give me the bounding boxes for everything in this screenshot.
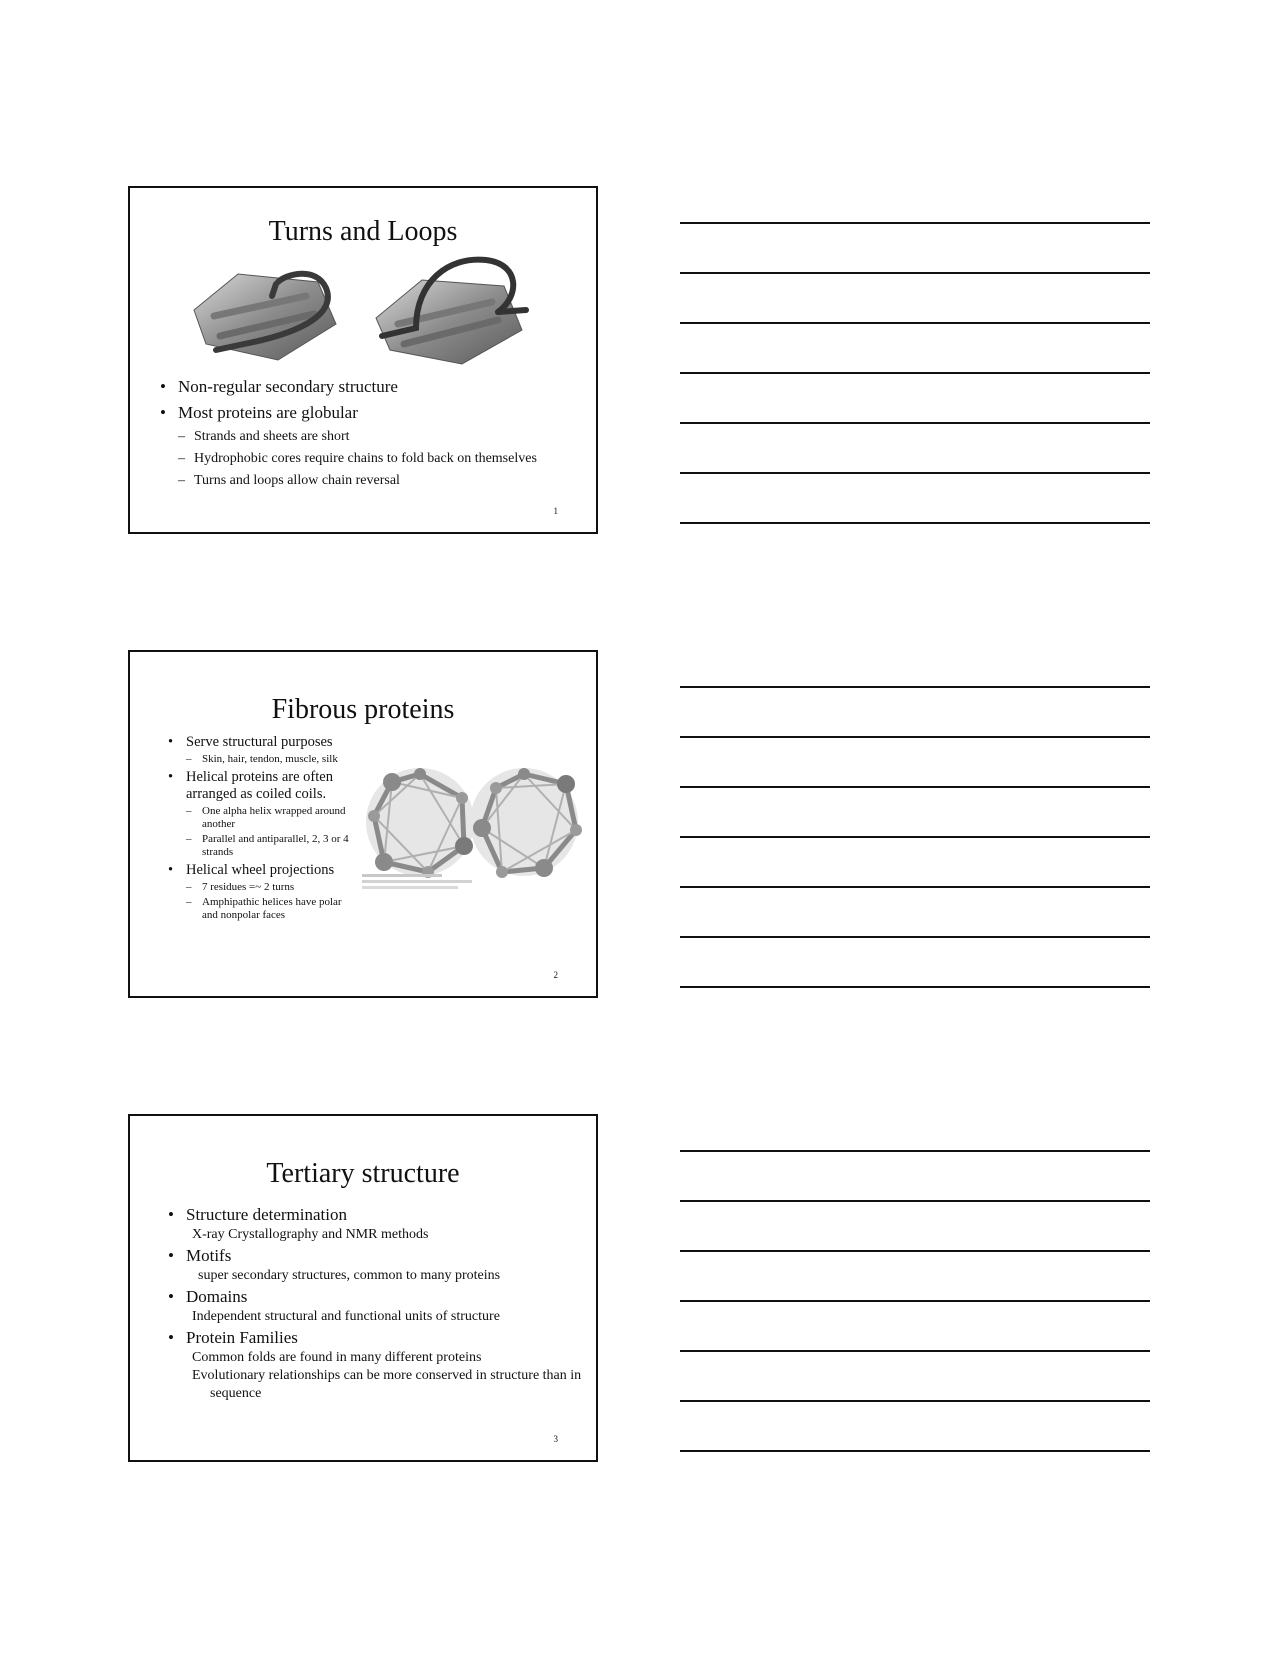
sub-bullet-list xyxy=(178,428,556,490)
bullet-text: Most proteins are globular xyxy=(178,403,358,422)
note-line xyxy=(680,372,1150,374)
note-line xyxy=(680,1150,1150,1152)
note-line xyxy=(680,422,1150,424)
sub-bullet-list xyxy=(186,753,354,766)
note-line xyxy=(680,886,1150,888)
bullet-item xyxy=(164,1327,584,1403)
sub-bullet-item: – Turns and loops allow chain reversal xyxy=(178,472,556,490)
bullet-text: Structure determination xyxy=(186,1205,347,1224)
sub-bullet-list xyxy=(186,881,354,922)
helical-wheel-right xyxy=(470,768,582,878)
sub-text: Independent structural and functional units of structure xyxy=(192,1309,500,1324)
bullet-item xyxy=(164,1204,584,1244)
sub-text: Common folds are found in many different proteins xyxy=(192,1350,482,1365)
note-line xyxy=(680,736,1150,738)
bullet-item xyxy=(164,734,354,766)
turns-loops-figure xyxy=(186,252,538,368)
bullet-item xyxy=(164,1286,584,1326)
slide-title: Tertiary structure xyxy=(266,1158,460,1189)
slide-number: 3 xyxy=(553,1434,558,1444)
bullet-item xyxy=(164,862,354,922)
bullet-text: Domains xyxy=(186,1287,248,1306)
sub-bullet-item: – Amphipathic helices have polar and nonpolar faces xyxy=(186,896,354,922)
sub-bullet-item: – Hydrophobic cores require chains to fold back on themselves xyxy=(178,450,556,468)
bullet-list xyxy=(164,1204,584,1404)
slide-2 xyxy=(128,650,598,998)
helical-wheel-figure xyxy=(362,764,582,892)
note-line xyxy=(680,986,1150,988)
sub-text: super secondary structures, common to many proteins xyxy=(198,1268,501,1283)
bullet-list xyxy=(156,374,556,494)
note-line xyxy=(680,472,1150,474)
note-line xyxy=(680,1400,1150,1402)
slide-1 xyxy=(128,186,598,534)
note-line xyxy=(680,1350,1150,1352)
bullet-item xyxy=(156,374,556,400)
bullet-item xyxy=(164,1245,584,1285)
note-line xyxy=(680,272,1150,274)
bullet-text: Non-regular secondary structure xyxy=(178,377,398,396)
hairpin-turn-image xyxy=(194,274,336,360)
bullet-text: Motifs xyxy=(186,1246,232,1265)
note-line xyxy=(680,686,1150,688)
bullet-text: Protein Families xyxy=(186,1328,298,1347)
helical-wheel-left xyxy=(366,768,474,878)
sub-bullet-item: – Strands and sheets are short xyxy=(178,428,556,446)
bullet-list xyxy=(164,734,354,925)
slide-number: 1 xyxy=(553,506,558,516)
sub-bullet-item: – Skin, hair, tendon, muscle, silk xyxy=(186,753,354,766)
slide-3 xyxy=(128,1114,598,1462)
sub-bullet-item: – One alpha helix wrapped around another xyxy=(186,805,354,831)
slide-title: Fibrous proteins xyxy=(271,694,455,725)
sub-text: X-ray Crystallography and NMR methods xyxy=(192,1227,429,1242)
slide-number: 2 xyxy=(553,970,558,980)
note-line xyxy=(680,222,1150,224)
figure-caption-blur xyxy=(362,874,472,889)
note-line xyxy=(680,322,1150,324)
bullet-item xyxy=(156,400,556,490)
note-line xyxy=(680,786,1150,788)
note-line xyxy=(680,1300,1150,1302)
sub-bullet-list xyxy=(186,805,354,859)
loop-image xyxy=(376,260,526,364)
slide-title: Turns and Loops xyxy=(268,216,458,247)
sub-bullet-item: – Parallel and antiparallel, 2, 3 or 4 strands xyxy=(186,833,354,859)
note-line xyxy=(680,522,1150,524)
note-line xyxy=(680,936,1150,938)
sub-text: Evolutionary relationships can be more conserved in structure than in sequence xyxy=(192,1368,582,1401)
note-line xyxy=(680,1450,1150,1452)
note-line xyxy=(680,1250,1150,1252)
note-line xyxy=(680,836,1150,838)
sub-bullet-item: – 7 residues =~ 2 turns xyxy=(186,881,354,894)
bullet-item xyxy=(164,769,354,859)
bullet-text: Serve structural purposes xyxy=(186,734,333,750)
bullet-text: Helical wheel projections xyxy=(186,862,335,878)
bullet-text: Helical proteins are often arranged as coiled coils. xyxy=(186,769,333,802)
note-line xyxy=(680,1200,1150,1202)
